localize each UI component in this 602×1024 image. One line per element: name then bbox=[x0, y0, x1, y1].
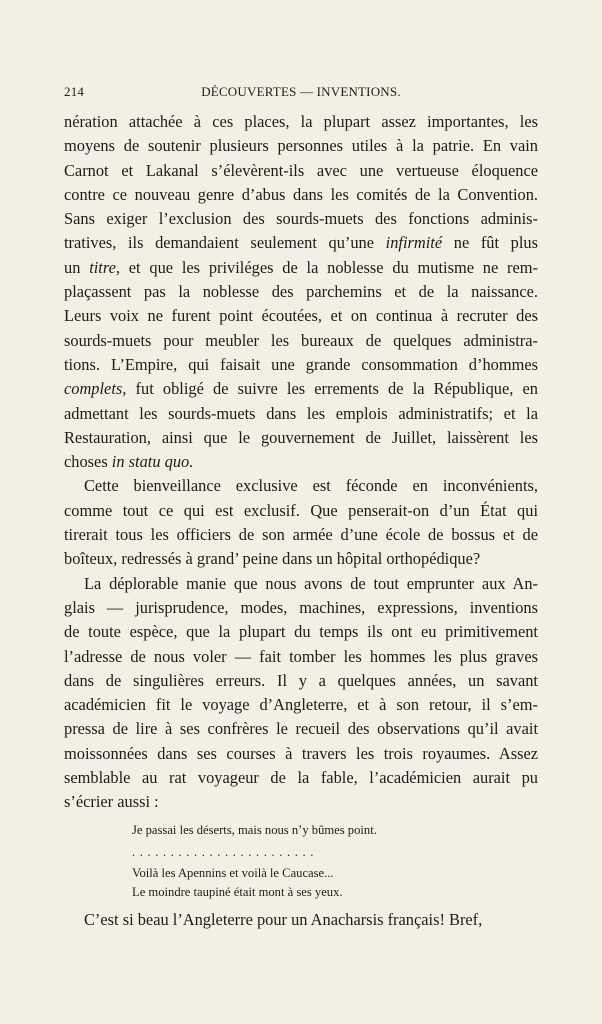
text-run: Carnot et Lakanal s’élevèrent-ils avec une vertueuse éloquence bbox=[64, 160, 538, 180]
text-line bbox=[64, 353, 538, 377]
text-run: comme tout ce qui est exclusif. Que penserait-on d’un État qui bbox=[64, 500, 538, 520]
paragraph bbox=[64, 908, 538, 932]
verse-line: Voilà les Apennins et voilà le Caucase... bbox=[132, 865, 334, 880]
text-run: et que les priviléges de la noblesse du mutisme ne rem- bbox=[120, 257, 538, 277]
paragraphs bbox=[64, 110, 538, 815]
text-run: Cette bienveillance exclusive est féconde en inconvénients, bbox=[84, 476, 538, 496]
italic-text: complets, bbox=[64, 379, 127, 399]
text-line bbox=[64, 159, 538, 183]
text-run: semblable au rat voyageur de la fable, l’académicien aurait pu bbox=[64, 768, 538, 788]
final-paragraph bbox=[64, 908, 538, 932]
text-run: boîteux, redressés à grand’ peine dans un hôpital orthopédique? bbox=[64, 549, 481, 569]
text-line bbox=[64, 717, 538, 741]
text-line bbox=[64, 110, 538, 134]
verse-quotation bbox=[64, 821, 538, 902]
text-run: ne fût plus bbox=[442, 233, 538, 253]
text-run: fut obligé de suivre les errements de la République, en bbox=[126, 379, 538, 399]
text-run: choses bbox=[64, 452, 112, 472]
text-line bbox=[64, 280, 538, 304]
text-line bbox=[64, 134, 538, 158]
text-line bbox=[64, 645, 538, 669]
text-run: contre ce nouveau genre d’abus dans les comités de la Convention. bbox=[64, 184, 538, 204]
text-line bbox=[64, 790, 538, 814]
text-run: sourds-muets pour meubler les bureaux de quelques administra- bbox=[64, 330, 538, 350]
page-header bbox=[64, 84, 538, 102]
text-run: C’est si beau l’Angleterre pour un Anacharsis français! Bref, bbox=[84, 909, 483, 929]
text-line bbox=[64, 426, 538, 450]
text-run: tirerait tous les officiers de son armée d’une école de bossus et de bbox=[64, 525, 538, 545]
text-line bbox=[64, 669, 538, 693]
text-line bbox=[64, 231, 538, 255]
text-line bbox=[64, 304, 538, 328]
text-line bbox=[64, 693, 538, 717]
text-line bbox=[64, 377, 538, 401]
italic-text: infirmité bbox=[385, 233, 443, 253]
text-run: s’écrier aussi : bbox=[64, 792, 159, 812]
text-line bbox=[64, 742, 538, 766]
text-run: Leurs voix ne furent point écoutées, et on continua à recruter des bbox=[64, 306, 538, 326]
text-run: La déplorable manie que nous avons de tout emprunter aux An- bbox=[84, 573, 538, 593]
text-run: admettant les sourds-muets dans les emplois administratifs; et la bbox=[64, 403, 538, 423]
verse-ellipsis-dots: ........................ bbox=[132, 844, 318, 859]
text-run: de toute espèce, que la plupart du temps ils ont eu primitivement bbox=[64, 622, 538, 642]
page-number: 214 bbox=[64, 84, 85, 99]
text-line bbox=[64, 402, 538, 426]
text-run: dans de singulières erreurs. Il y a quelques années, un savant bbox=[64, 670, 538, 690]
running-title: DÉCOUVERTES — INVENTIONS. bbox=[201, 84, 401, 99]
text-run: l’adresse de nous voler — fait tomber les hommes les plus graves bbox=[64, 646, 538, 666]
text-line bbox=[64, 474, 538, 498]
text-run: plaçassent pas la noblesse des parchemins et de la naissance. bbox=[64, 282, 538, 302]
text-line bbox=[64, 766, 538, 790]
body-text bbox=[64, 110, 538, 932]
text-line bbox=[64, 572, 538, 596]
text-line bbox=[64, 908, 538, 932]
text-run: moissonnées dans ses courses à travers les trois royaumes. Assez bbox=[64, 743, 538, 763]
text-run: moyens de soutenir plusieurs personnes utiles à la patrie. En vain bbox=[64, 136, 538, 156]
paragraph bbox=[64, 110, 538, 474]
text-run: académicien fit le voyage d’Angleterre, et à son retour, il s’em- bbox=[64, 695, 538, 715]
text-run: tions. L’Empire, qui faisait une grande consommation d’hommes bbox=[64, 354, 538, 374]
paragraph bbox=[64, 572, 538, 815]
text-line bbox=[64, 256, 538, 280]
text-line bbox=[64, 596, 538, 620]
text-run: nération attachée à ces places, la plupart assez importantes, les bbox=[64, 112, 538, 131]
text-line bbox=[64, 329, 538, 353]
text-run: pressa de lire à ses confrères le recueil des observations qu’il avait bbox=[64, 719, 538, 739]
paragraph bbox=[64, 474, 538, 571]
text-line bbox=[64, 450, 538, 474]
text-run: Restauration, ainsi que le gouvernement de Juillet, laissèrent les bbox=[64, 427, 538, 447]
text-line bbox=[64, 547, 538, 571]
text-run: glais — jurisprudence, modes, machines, expressions, inventions bbox=[64, 597, 538, 617]
text-line bbox=[64, 499, 538, 523]
verse-line: Le moindre taupiné était mont à ses yeux. bbox=[132, 884, 343, 899]
text-line bbox=[64, 207, 538, 231]
text-run: Sans exiger l’exclusion des sourds-muets des fonctions adminis- bbox=[64, 209, 538, 229]
text-run: tratives, ils demandaient seulement qu’une bbox=[64, 233, 386, 253]
italic-text: in statu quo. bbox=[111, 452, 194, 472]
text-run: un bbox=[64, 257, 90, 277]
italic-text: titre, bbox=[89, 257, 120, 277]
text-line bbox=[64, 183, 538, 207]
text-line bbox=[64, 523, 538, 547]
verse-line: Je passai les déserts, mais nous n’y bûmes point. bbox=[132, 822, 377, 837]
text-line bbox=[64, 620, 538, 644]
